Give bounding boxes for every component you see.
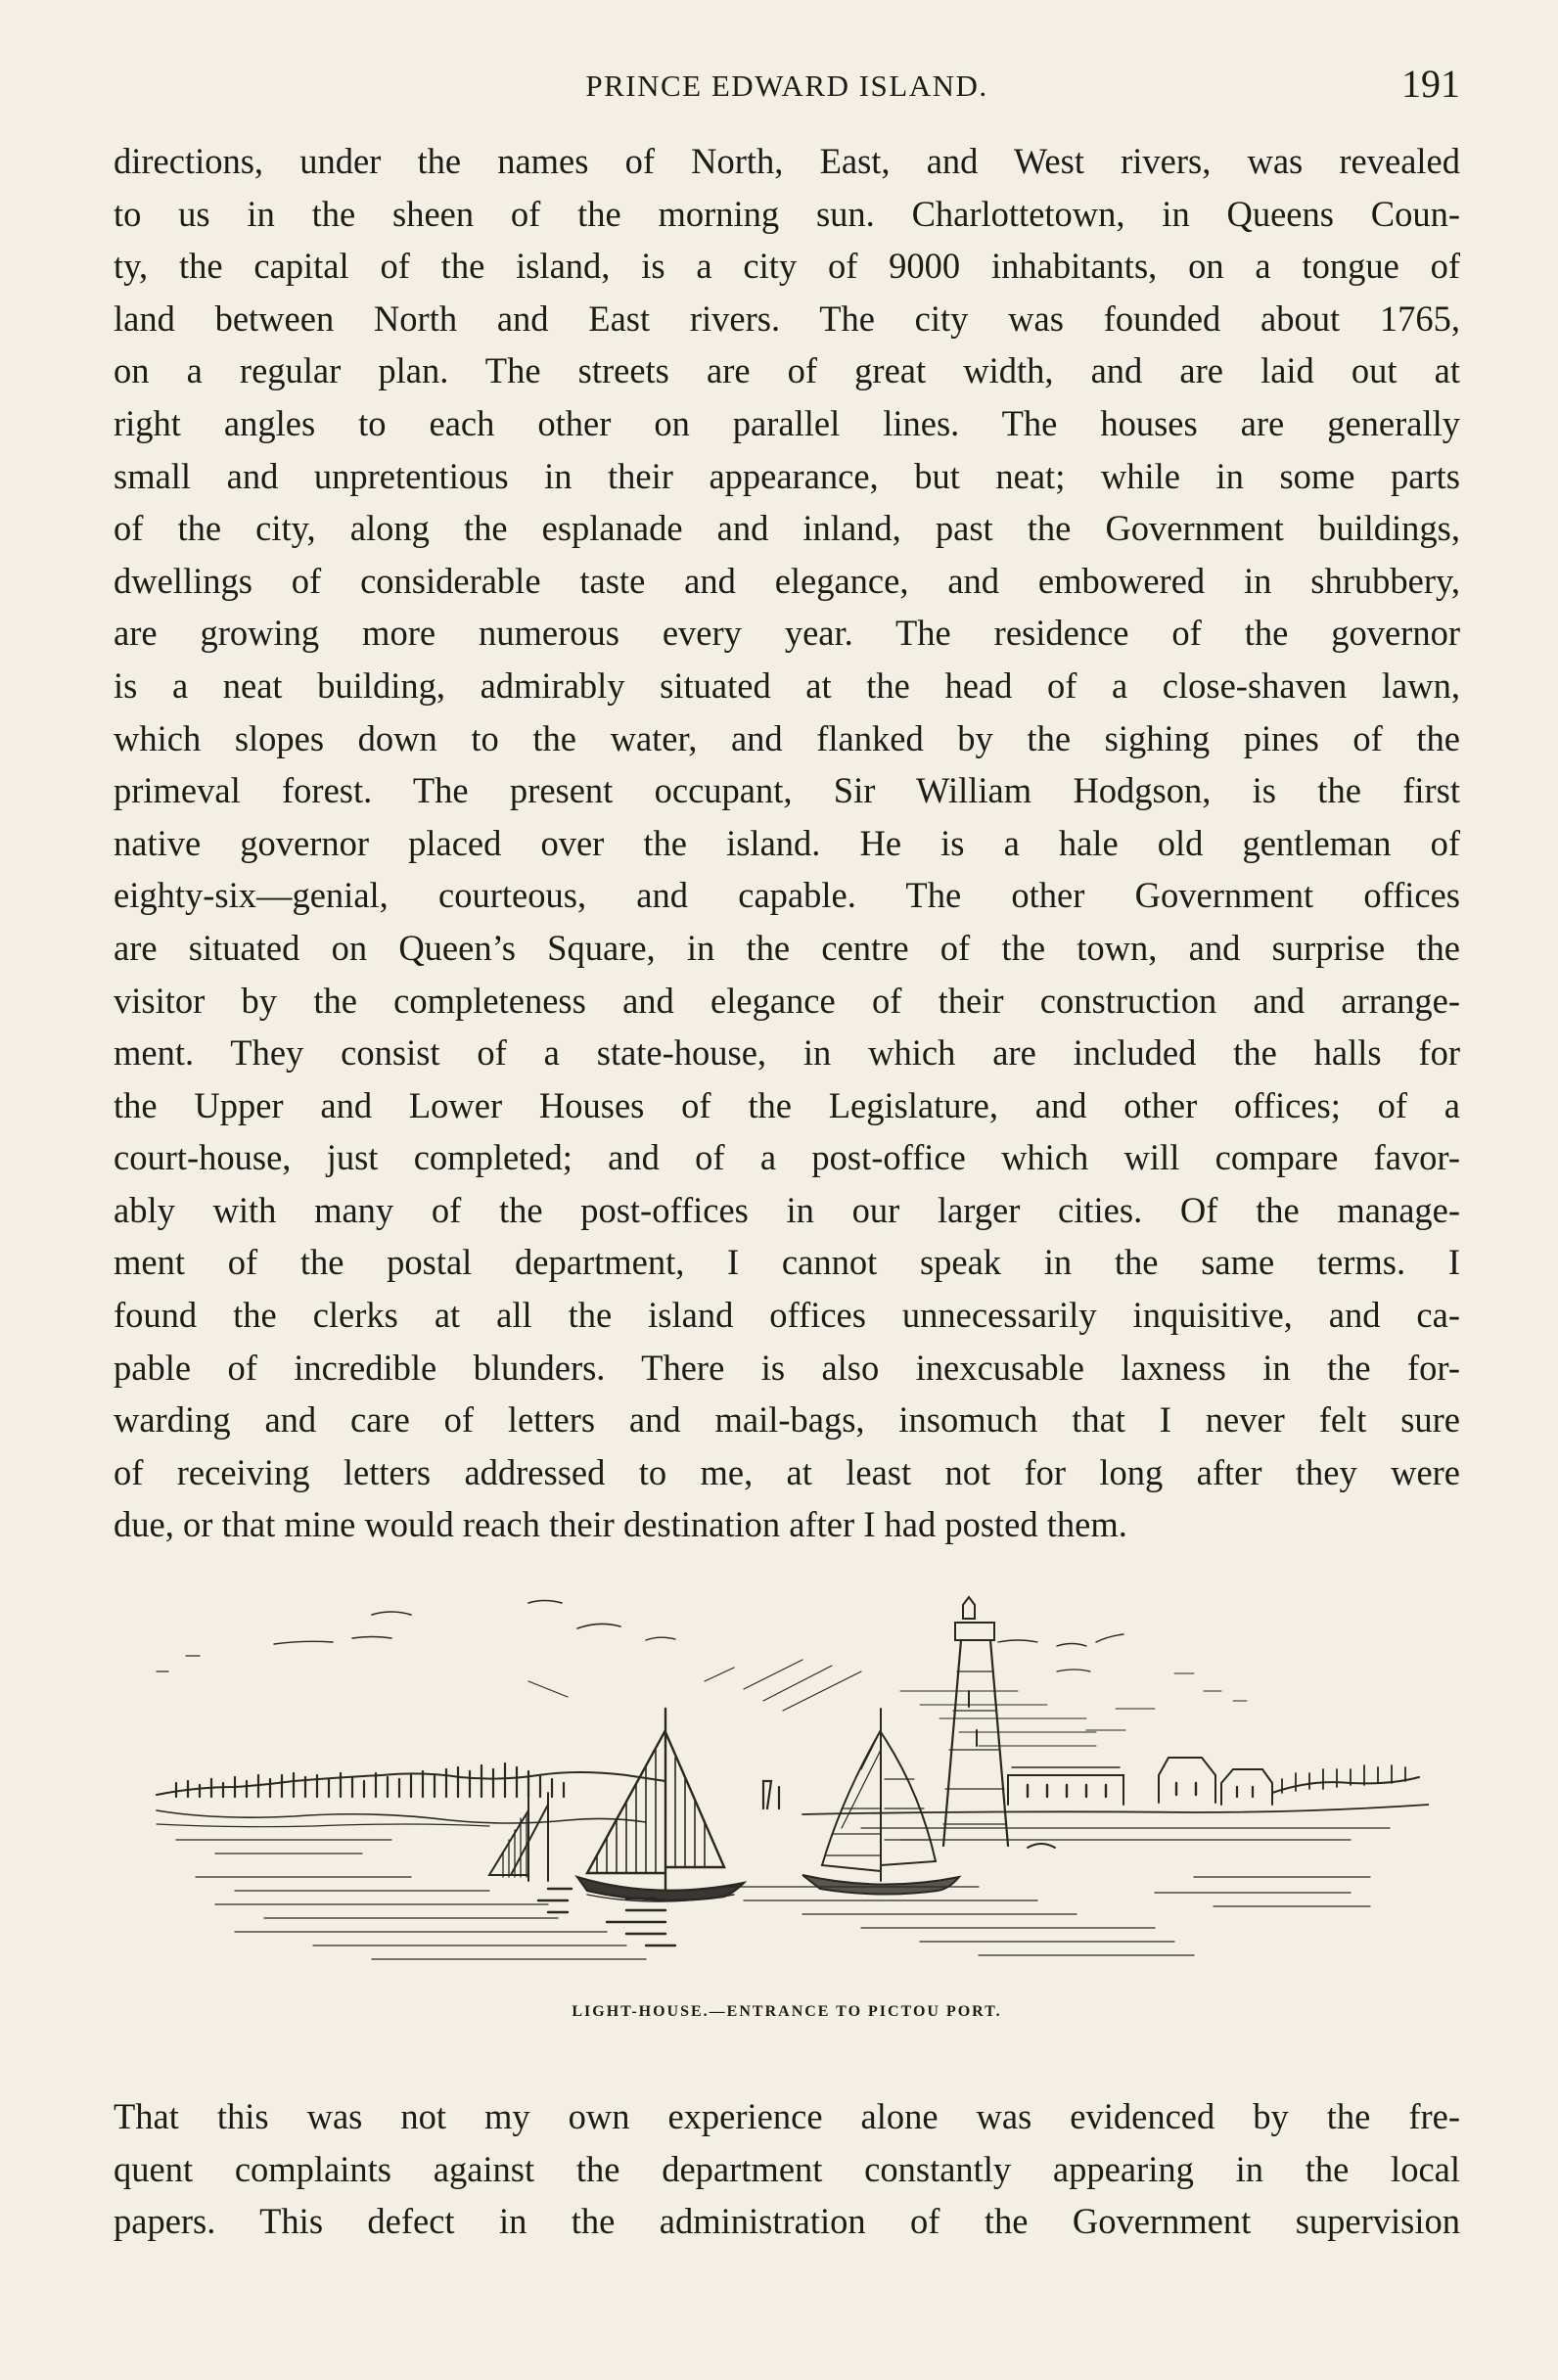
running-head [114, 61, 1460, 110]
text-line: is a neat building, admirably situated at the head of a close-shaven lawn, [114, 664, 1460, 706]
text-line: are situated on Queen’s Square, in the centre of the town, and surprise the [114, 927, 1460, 968]
text-line: land between North and East rivers. The city was founded about 1765, [114, 298, 1460, 339]
text-line: due, or that mine would reach their destination after I had posted them. [114, 1504, 1127, 1545]
text-line: ment of the postal department, I cannot speak in the same terms. I [114, 1242, 1460, 1283]
text-line: dwellings of considerable taste and elegance, and embowered in shrubbery, [114, 560, 1460, 601]
text-line: on a regular plan. The streets are of great width, and are laid out at [114, 350, 1460, 391]
paragraph-top [114, 135, 1460, 1551]
lighthouse-illustration [117, 1583, 1429, 1975]
paragraph-bottom [114, 2090, 1460, 2248]
text-line: which slopes down to the water, and flanked by the sighing pines of the [114, 717, 1460, 758]
text-line: small and unpretentious in their appearance, but neat; while in some parts [114, 455, 1460, 496]
text-line: pable of incredible blunders. There is also inexcusable laxness in the for- [114, 1347, 1460, 1388]
text-line: primeval forest. The present occupant, Sir William Hodgson, is the first [114, 770, 1460, 811]
text-line: to us in the sheen of the morning sun. Charlottetown, in Queens Coun- [114, 193, 1460, 234]
text-line: found the clerks at all the island offices unnecessarily inquisitive, and ca- [114, 1295, 1460, 1336]
text-line: eighty-six—genial, courteous, and capable. The other Government offices [114, 875, 1460, 916]
text-line: ty, the capital of the island, is a city of 9000 inhabitants, on a tongue of [114, 246, 1460, 287]
figure-caption: LIGHT-HOUSE.—ENTRANCE TO PICTOU PORT. [572, 2003, 1002, 2020]
text-line: are growing more numerous every year. The residence of the governor [114, 613, 1460, 654]
running-title: PRINCE EDWARD ISLAND. [585, 69, 988, 103]
page-number: 191 [1401, 62, 1460, 106]
text-line: native governor placed over the island. He is a hale old gentleman of [114, 822, 1460, 863]
text-line: right angles to each other on parallel lines. The houses are generally [114, 402, 1460, 443]
text-line: papers. This defect in the administration of the Government supervision [114, 2201, 1460, 2242]
text-line: ment. They consist of a state-house, in which are included the halls for [114, 1032, 1460, 1074]
text-line: quent complaints against the department constantly appearing in the local [114, 2148, 1460, 2189]
text-line: the Upper and Lower Houses of the Legislature, and other offices; of a [114, 1084, 1460, 1125]
text-line: visitor by the completeness and elegance of their construction and arrange- [114, 980, 1460, 1021]
text-line: That this was not my own experience alone was evidenced by the fre- [114, 2096, 1460, 2136]
text-line: ably with many of the post-offices in our larger cities. Of the manage- [114, 1189, 1460, 1230]
text-line: directions, under the names of North, East, and West rivers, was revealed [114, 141, 1460, 181]
text-line: warding and care of letters and mail-bags, insomuch that I never felt sure [114, 1399, 1460, 1441]
text-line: of the city, along the esplanade and inland, past the Government buildings, [114, 508, 1460, 549]
text-line: of receiving letters addressed to me, at least not for long after they were [114, 1451, 1460, 1492]
text-line: court-house, just completed; and of a post-office which will compare favor- [114, 1137, 1460, 1178]
